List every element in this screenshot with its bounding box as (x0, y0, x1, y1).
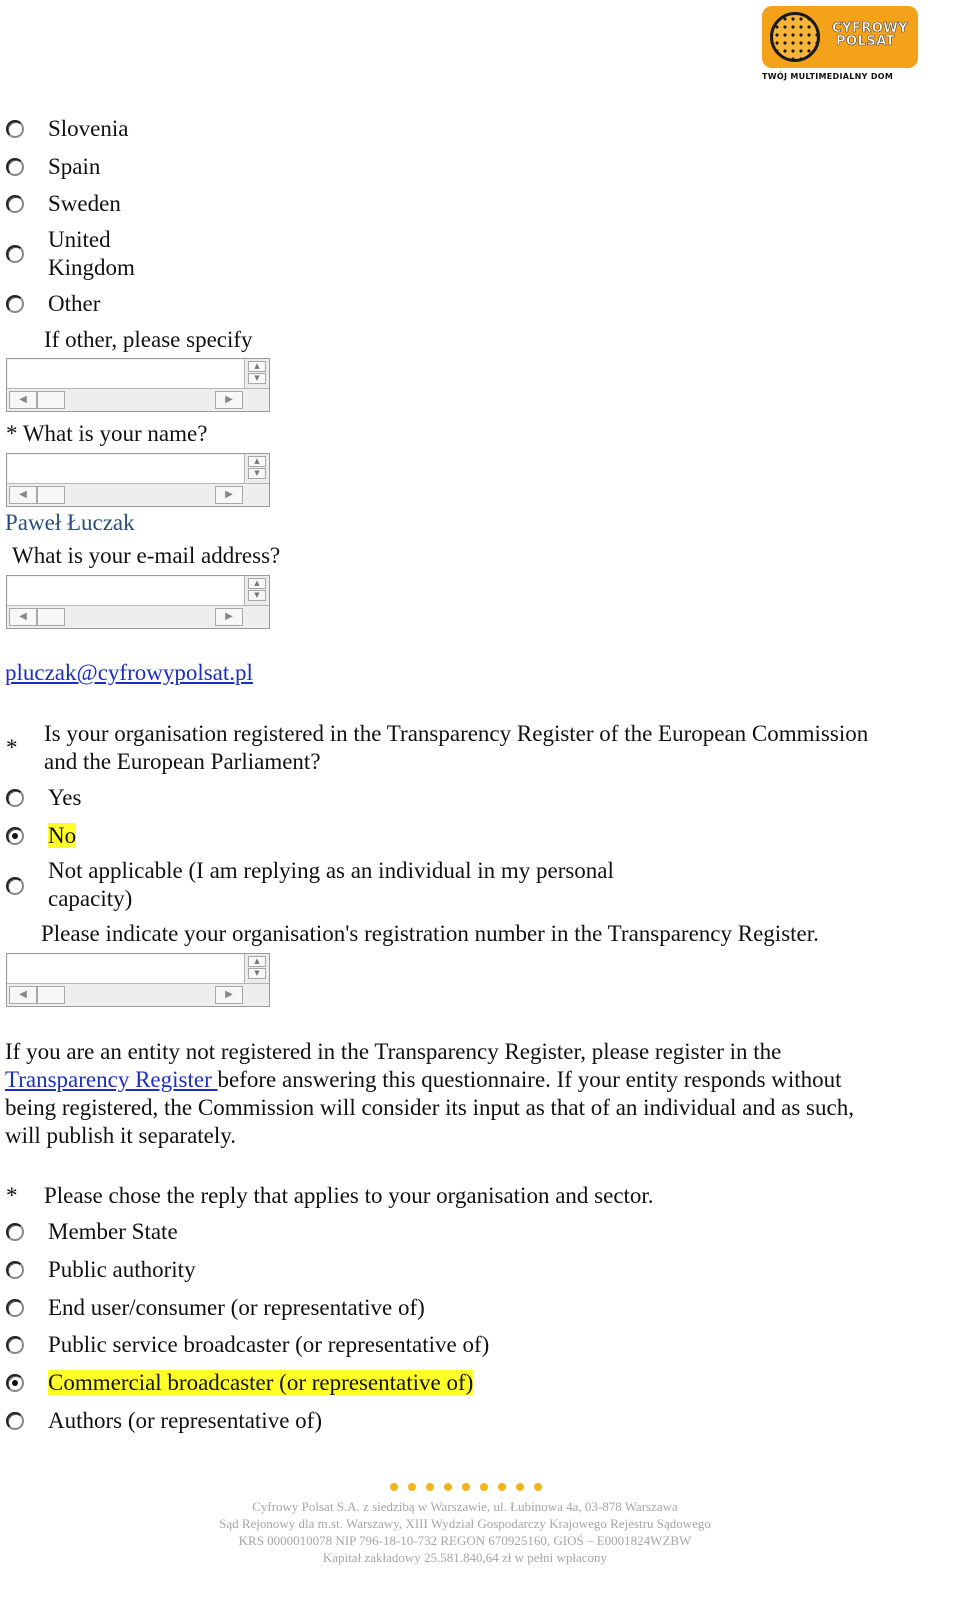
register-question (44, 720, 868, 776)
radio-label-line: Not applicable (I am replying as an individual in my personal (48, 858, 614, 883)
register-question-line: and the European Parliament? (44, 749, 321, 774)
scroll-right-icon[interactable]: ▶ (215, 608, 243, 626)
radio-yes[interactable] (6, 789, 24, 807)
scroll-left-icon[interactable]: ◀ (9, 486, 37, 504)
logo-text (832, 22, 908, 48)
radio-label-line: capacity) (48, 886, 133, 911)
footer-line: Kapitał zakładowy 25.581.840,64 zł w pełni wpłacony (322, 1550, 608, 1565)
notice-text: before answering this questionnaire. If your entity responds without (217, 1067, 842, 1092)
radio-no[interactable] (6, 827, 24, 845)
vertical-scrollbar[interactable] (244, 454, 269, 484)
notice-line: being registered, the Commission will consider its input as that of an individual and as such, (5, 1095, 854, 1120)
radio-label-sweden: Sweden (48, 191, 121, 216)
vertical-scrollbar[interactable] (244, 576, 269, 606)
radio-label-commercial-broadcaster (48, 1369, 473, 1397)
scroll-down-icon[interactable]: ▼ (248, 373, 266, 384)
radio-label-other: Other (48, 291, 101, 316)
vertical-scrollbar[interactable] (244, 954, 269, 984)
radio-label-not-applicable (48, 857, 614, 913)
other-specify-textarea[interactable] (6, 358, 270, 412)
scroll-right-icon[interactable]: ▶ (215, 391, 243, 409)
footer-dots (390, 1478, 552, 1496)
radio-commercial-broadcaster[interactable] (6, 1374, 24, 1392)
radio-public-service-broadcaster[interactable] (6, 1336, 24, 1354)
textarea-edit-area[interactable] (8, 577, 245, 606)
scroll-left-icon[interactable]: ◀ (9, 608, 37, 626)
scroll-thumb[interactable] (37, 391, 65, 409)
register-question-line: Is your organisation registered in the Transparency Register of the European Commission (44, 721, 869, 746)
radio-label-no (48, 822, 76, 850)
radio-label-end-user: End user/consumer (or representative of) (48, 1295, 425, 1320)
scroll-right-icon[interactable]: ▶ (215, 486, 243, 504)
globe-icon (770, 12, 820, 62)
scroll-up-icon[interactable]: ▲ (248, 456, 266, 467)
scroll-thumb[interactable] (37, 986, 65, 1004)
register-notice (5, 1038, 854, 1150)
radio-united-kingdom[interactable] (6, 245, 24, 263)
sector-question: Please chose the reply that applies to your organisation and sector. (44, 1183, 654, 1208)
scroll-down-icon[interactable]: ▼ (248, 590, 266, 601)
highlighted-answer: Commercial broadcaster (or representative of) (48, 1370, 474, 1395)
horizontal-scrollbar[interactable] (7, 983, 269, 1006)
notice-line: will publish it separately. (5, 1123, 237, 1148)
textarea-edit-area[interactable] (8, 455, 245, 484)
scroll-up-icon[interactable]: ▲ (248, 578, 266, 589)
radio-label-public-service-broadcaster: Public service broadcaster (or representative of) (48, 1332, 490, 1357)
scroll-left-icon[interactable]: ◀ (9, 391, 37, 409)
name-answer: Paweł Łuczak (5, 510, 135, 535)
radio-label-public-authority: Public authority (48, 1257, 196, 1282)
radio-slovenia[interactable] (6, 120, 24, 138)
registration-number-textarea[interactable] (6, 953, 270, 1007)
radio-label-united-kingdom (48, 226, 135, 282)
scroll-right-icon[interactable]: ▶ (215, 986, 243, 1004)
scroll-thumb[interactable] (37, 608, 65, 626)
radio-label-line: United (48, 227, 111, 252)
horizontal-scrollbar[interactable] (7, 483, 269, 506)
radio-label-member-state: Member State (48, 1219, 178, 1244)
scroll-left-icon[interactable]: ◀ (9, 986, 37, 1004)
radio-sweden[interactable] (6, 195, 24, 213)
radio-authors[interactable] (6, 1412, 24, 1430)
footer-line: Cyfrowy Polsat S.A. z siedzibą w Warszawie, ul. Łubinowa 4a, 03-878 Warszawa (252, 1499, 678, 1514)
name-textarea[interactable] (6, 453, 270, 507)
radio-member-state[interactable] (6, 1223, 24, 1241)
radio-end-user[interactable] (6, 1299, 24, 1317)
footer-line: Sąd Rejonowy dla m.st. Warszawy, XIII Wydział Gospodarczy Krajowego Rejestru Sądowego (219, 1516, 711, 1531)
required-asterisk: * (6, 735, 18, 760)
vertical-scrollbar[interactable] (244, 359, 269, 389)
scroll-down-icon[interactable]: ▼ (248, 968, 266, 979)
email-textarea[interactable] (6, 575, 270, 629)
textarea-edit-area[interactable] (8, 955, 245, 984)
footer-line: KRS 0000010078 NIP 796-18-10-732 REGON 670925160, GIOŚ – E0001824WZBW (238, 1533, 692, 1548)
name-question: * What is your name? (6, 421, 208, 446)
radio-spain[interactable] (6, 158, 24, 176)
cyfrowy-polsat-logo (762, 6, 918, 68)
transparency-register-link[interactable]: Transparency Register (5, 1067, 218, 1092)
other-prompt: If other, please specify (44, 327, 253, 352)
textarea-edit-area[interactable] (8, 360, 245, 389)
radio-label-slovenia: Slovenia (48, 116, 129, 141)
registration-number-prompt: Please indicate your organisation's registration number in the Transparency Register. (41, 921, 819, 946)
logo-line1: CYFROWY (832, 21, 909, 36)
horizontal-scrollbar[interactable] (7, 605, 269, 628)
scroll-down-icon[interactable]: ▼ (248, 468, 266, 479)
notice-line: If you are an entity not registered in the Transparency Register, please register in the (5, 1039, 782, 1064)
radio-public-authority[interactable] (6, 1261, 24, 1279)
scroll-up-icon[interactable]: ▲ (248, 361, 266, 372)
highlighted-answer: No (48, 823, 77, 848)
radio-label-authors: Authors (or representative of) (48, 1408, 322, 1433)
horizontal-scrollbar[interactable] (7, 388, 269, 411)
radio-label-spain: Spain (48, 154, 101, 179)
scroll-up-icon[interactable]: ▲ (248, 956, 266, 967)
logo-line2: POLSAT (836, 34, 896, 49)
email-answer-link[interactable]: pluczak@cyfrowypolsat.pl (5, 660, 253, 685)
radio-not-applicable[interactable] (6, 877, 24, 895)
radio-other[interactable] (6, 295, 24, 313)
email-question: What is your e-mail address? (12, 543, 281, 568)
company-footer (0, 1498, 930, 1566)
radio-label-line: Kingdom (48, 255, 135, 280)
radio-label-yes: Yes (48, 785, 82, 810)
required-asterisk: * (6, 1183, 18, 1208)
logo-tagline: TWÓJ MULTIMEDIALNY DOM (762, 72, 894, 81)
notice-line (5, 1066, 854, 1094)
scroll-thumb[interactable] (37, 486, 65, 504)
